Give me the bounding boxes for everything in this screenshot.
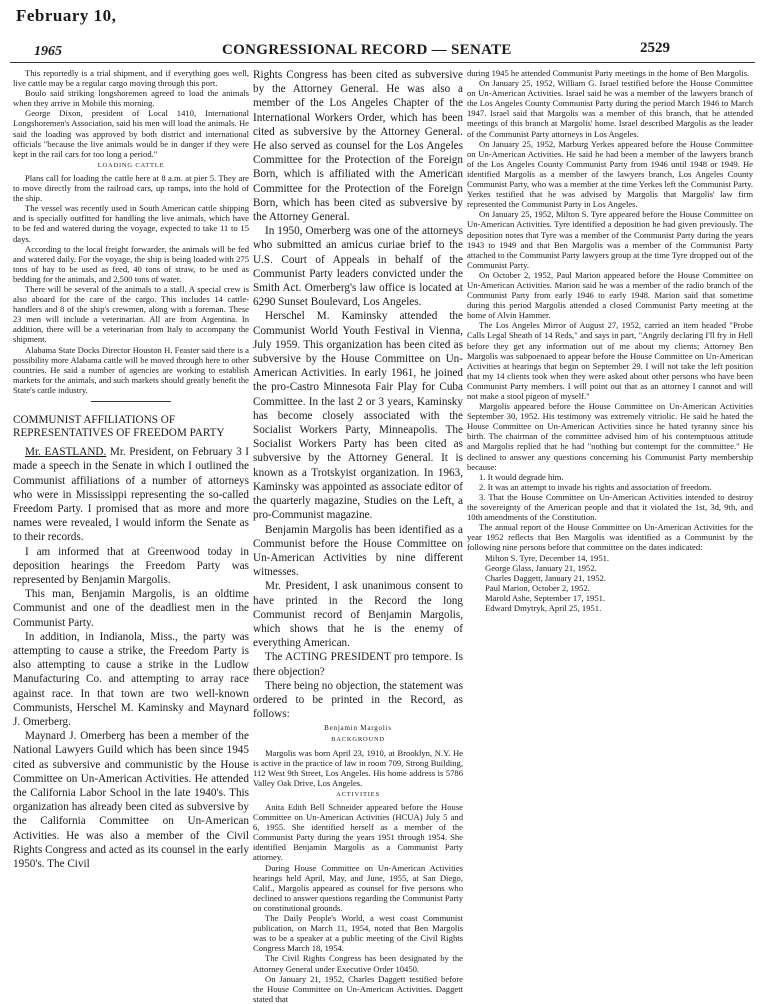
list-item: Marold Ashe, September 17, 1951. xyxy=(485,592,606,603)
paragraph: On January 25, 1952, William G. Israel testified before the House Committee on Un-American Activities. Israel said he was a member of the lawyers branch of the Los Angeles County Communist Party during the period March 1946 to March 1947. Israel said that Margolis was a member of this branch, that he attended meetings of this branch at Margolis' home. Israel described Margolis as the leader of the Communist Party attorneys in Los Angeles. xyxy=(467,78,753,139)
numbered-list xyxy=(467,472,753,522)
paragraph: The ACTING PRESIDENT pro tempore. Is there objection? xyxy=(253,651,463,678)
header-rule xyxy=(10,62,755,63)
subheading: LOADING CATTLE xyxy=(97,161,165,169)
paragraph: There will be several of the animals to a stall. A special crew is also aboard for the care of the cargo. This includes 14 cattle-handlers and 8 of the ship's crewmen, along with a foreman. These 23 men will include a veterinarian. All are from Argentina. In addition, there will be a veterinarian from Italy to accompany the shipment. xyxy=(13,283,249,345)
paragraph: According to the local freight forwarder, the animals will be fed and watered daily. For the voyage, the ship is being loaded with 275 tons of hay to be used as feed, 40 tons of straw, to be used as bedding for the animals, and 2,500 tons of water. xyxy=(13,243,249,284)
speaker-name: Mr. EASTLAND. xyxy=(25,446,107,459)
list-item: Edward Dmytryk, April 25, 1951. xyxy=(485,602,602,613)
list-item: Paul Marion, October 2, 1952. xyxy=(485,582,590,593)
paragraph: The vessel was recently used in South American cattle shipping and is specially outfitted for handling the live animals, which have to be fed and watered during the voyage, expected to take 11 to 15 days. xyxy=(13,203,249,244)
list-item: 3. That the House Committee on Un-American Activities intended to destroy the sovereignty of the American people and that it violated the 1st, 3d, 9th, and 10th amendments of the Constitution. xyxy=(467,491,753,523)
paragraph: The annual report of the House Committee on Un-American Activities for the year 1952 reflects that Ben Margolis was identified as a Communist by the following nine persons before that committee on the dates indicated: xyxy=(467,522,753,553)
paragraph: This man, Benjamin Margolis, is an oldtime Communist and one of the deadliest men in the Communist Party. xyxy=(13,588,249,629)
paragraph: George Dixon, president of Local 1410, International Longshoremen's Association, said his men will load the animals. He said the loading was approved by both district and international officials "because the live animals would be in danger if they were kept in the rail cars for too long a period." xyxy=(13,108,249,159)
page-number: 2529 xyxy=(640,40,670,56)
page-title: CONGRESSIONAL RECORD — SENATE xyxy=(222,42,512,58)
witness-list xyxy=(485,553,753,614)
paragraph: Margolis was born April 23, 1910, at Brooklyn, N.Y. He is active in the practice of law in room 709, Strong Building, 112 West 9th Street, Los Angeles. His home address is 5786 Valley Oak Drive, Los Angeles. xyxy=(253,747,463,788)
paragraph: On January 21, 1952, Charles Daggett testified before the House Committee on Un-American Activities. Daggett stated that xyxy=(253,973,463,1004)
list-item: Charles Daggett, January 21, 1952. xyxy=(485,572,607,583)
paragraph xyxy=(13,445,249,544)
paragraph: Rights Congress has been cited as subversive by the Attorney General. He was also a member of the Los Angeles Chapter of the International Workers Order, which has been cited as subversive by the Attorney General. He also served as counsel for the Los Angeles Committee for the Protection of the Foreign Born, which is affiliated with the American Committee for the Protection of the Foreign Born, which has been cited as subversive by the Attorney General. xyxy=(253,69,463,224)
article-headline: COMMUNIST AFFILIATIONS OF REPRESENTATIVES OF FREEDOM PARTY xyxy=(13,414,225,439)
paragraph: I am informed that at Greenwood today in deposition hearings the Freedom Party was represented by Benjamin Margolis. xyxy=(13,545,249,587)
paragraph: The Los Angeles Mirror of August 27, 1952, carried an item headed "Probe Calls Legal Sheath of 14 Reds," and says in part, "Angrily declaring I'll fry in Hell before they get any information out of me about my clients; Attorney Ben Margolis was subpoenaed to appear before the House Committee on Un-American Activities at hearings that begin on September 29. I will not take the left position that my 14 clients took when they were asked about other persons who have been Communist Party members. I will point out that as an attorney I cannot and will not make a stool pigeon of myself." xyxy=(467,320,753,401)
paragraph: The Civil Rights Congress has been designated by the Attorney General under Executive Order 10450. xyxy=(253,953,463,974)
paragraph: On October 2, 1952, Paul Marion appeared before the House Committee on Un-American Activities. Marion said he was a member of the radio branch of the Communist Party from early 1946 to early 1948. Marion said that sometime during this period Margolis attended a closed Communist Party meeting at the home of Alvin Hammer. xyxy=(467,269,753,321)
paragraph: There being no objection, the statement was ordered to be printed in the Record, as follows: xyxy=(253,679,463,721)
paragraph: Maynard J. Omerberg has been a member of the National Lawyers Guild which has been since 1945 cited as subversive and communistic by the House Committee on Un-American Activities. He attended the California Labor School in the late 1940's. This organization has already been cited as subversive by the California Committee on Un-American Activities. He was also a member of the Civil Rights Congress and acted as its counsel in the early 1950's. The Civil xyxy=(13,730,249,871)
paragraph: Benjamin Margolis has been identified as a Communist before the House Committee on Un-American Activities by nine different witnesses. xyxy=(253,523,463,579)
paragraph: Herschel M. Kaminsky attended the Communist World Youth Festival in Vienna, July 1959. This organization has been cited as subversive by the House Committee on Un-American Activities. In early 1961, he joined the pro-Castro Minnesota Fair Play for Cuba Committee. In the last 2 or 3 years, Kaminsky has become closely associated with the Socialist Workers Party, Minneapolis. The Socialist Workers Party has been cited as subversive by the Attorney General. It is known as a Trotskyist organization. In 1963, Kaminsky was appointed as associate editor of the quarterly magazine, Studies on the Left, a pro-Communist magazine. xyxy=(253,310,463,522)
column-3 xyxy=(467,68,753,984)
paragraph: Anita Edith Bell Schneider appeared before the House Committee on Un-American Activities (HCUA) July 5 and 6, 1955. She identified herself as a member of the Communist Party during the years 1951 through 1954. She identified Benjamin Margolis as a Communist Party attorney. xyxy=(253,802,463,863)
paragraph-text: Mr. President, on February 3 I made a speech in the Senate in which I outlined the Communist affiliations of a number of attorneys who were in Mississippi representing the so-called Freedom Party. I promised that as more and more names were revealed, I would inform the Senate as to their records. xyxy=(13,446,249,544)
paragraph: Plans call for loading the cattle here at 8 a.m. at pier 5. They are to move directly from the railroad cars, up ramps, into the hold of the ship. xyxy=(13,172,249,204)
paragraph: Margolis appeared before the House Committee on Un-American Activities September 30, 1952. His testimony was extremely vitriolic. He said he hated the House Committee on Un-American Activities since he hated tyranny since his birth. The chairman of the committee advised him of his contemptuous attitude and Margolis replied that he had "nothing but contempt for the committee." He declined to answer any questions concerning his Communist Party membership because: xyxy=(467,401,753,472)
paragraph: The Daily People's World, a west coast Communist publication, on March 11, 1954, noted that Ben Margolis was to be a speaker at a public meeting of the Civil Rights Congress March 18, 1954. xyxy=(253,913,463,954)
list-item: George Glass, January 21, 1952. xyxy=(485,562,597,573)
paragraph: On January 25, 1952, Milton S. Tyre appeared before the House Committee on Un-American Activities. Tyre identified a deposition he had given previously. The deposition notes that Tyre was a member of the Communist Party during the years 1943 to 1949 and that Ben Margolis was a member of the Communist Party attached to the Communist Party lawyers group at the time Tyre dropped out of the Communist Party. xyxy=(467,209,753,270)
column-1 xyxy=(13,68,249,984)
list-item: Milton S. Tyre, December 14, 1951. xyxy=(485,552,610,563)
section-divider xyxy=(91,401,171,402)
paragraph: Boulo said striking longshoremen agreed to load the animals when they arrive in Mobile this morning. xyxy=(13,88,249,109)
list-item: 2. It was an attempt to invade his rights and association of freedom. xyxy=(479,481,712,492)
paragraph: Mr. President, I ask unanimous consent to have printed in the Record the long Communist record of Benjamin Margolis, which shows that he is the enemy of everything American. xyxy=(253,580,463,650)
header-date: February 10, xyxy=(16,6,117,25)
subheading: ACTIVITIES xyxy=(336,790,380,798)
paragraph: On January 25, 1952, Marburg Yerkes appeared before the House Committee on Un-American Activities. He said he had been a member of the lawyers branch of the Los Angeles County Communist Party from 1946 until 1948 or 1949. He identified Margolis as a member of the lawyers branch, Los Angeles County Communist Party, who was a member at the time Yerkes left the Communist Party. Yerkes testified that he was advised by Margolis that Margolis' law firm represented the Communist Party in Los Angeles. xyxy=(467,138,753,210)
paragraph: during 1945 he attended Communist Party meetings in the home of Ben Margolis. xyxy=(467,68,750,78)
paragraph: During House Committee on Un-American Activities hearings held April, May, and June, 1955, at San Diego, Calif., Margolis appeared as counsel for five persons who declined to answer questions regarding the Communist Party on constitutional grounds. xyxy=(253,862,463,913)
paragraph: In 1950, Omerberg was one of the attorneys who submitted an amicus curiae brief to the U.S. Court of Appeals in behalf of the Communist Party leaders convicted under the Smith Act. Omerberg's law office is located at 6290 Sunset Boulevard, Los Angeles. xyxy=(253,225,463,309)
header-year: 1965 xyxy=(34,44,62,59)
paragraph: This reportedly is a trial shipment, and if everything goes well, live cattle may be a regular cargo moving through this port. xyxy=(13,68,249,89)
column-2 xyxy=(253,68,463,1004)
subheading: BACKGROUND xyxy=(331,736,385,744)
paragraph: In addition, in Indianola, Miss., the party was attempting to cause a strike, the Freedom Party is also attempting to cause a strike in the Ludlow Manufacturing Co. and attempting to array race against race. In that town are two well-known Communists, Herschel M. Kaminsky and Maynard J. Omerberg. xyxy=(13,630,249,729)
paragraph: Alabama State Docks Director Houston H. Feaster said there is a possibility more Alabama cattle will be moved through here to other countries. He said a number of agencies are working to establish markets for the animals, and such markets should greatly benefit the State's cattle industry. xyxy=(13,344,249,395)
list-item: 1. It would degrade him. xyxy=(479,471,564,482)
record-title: Benjamin Margolis xyxy=(324,724,392,733)
